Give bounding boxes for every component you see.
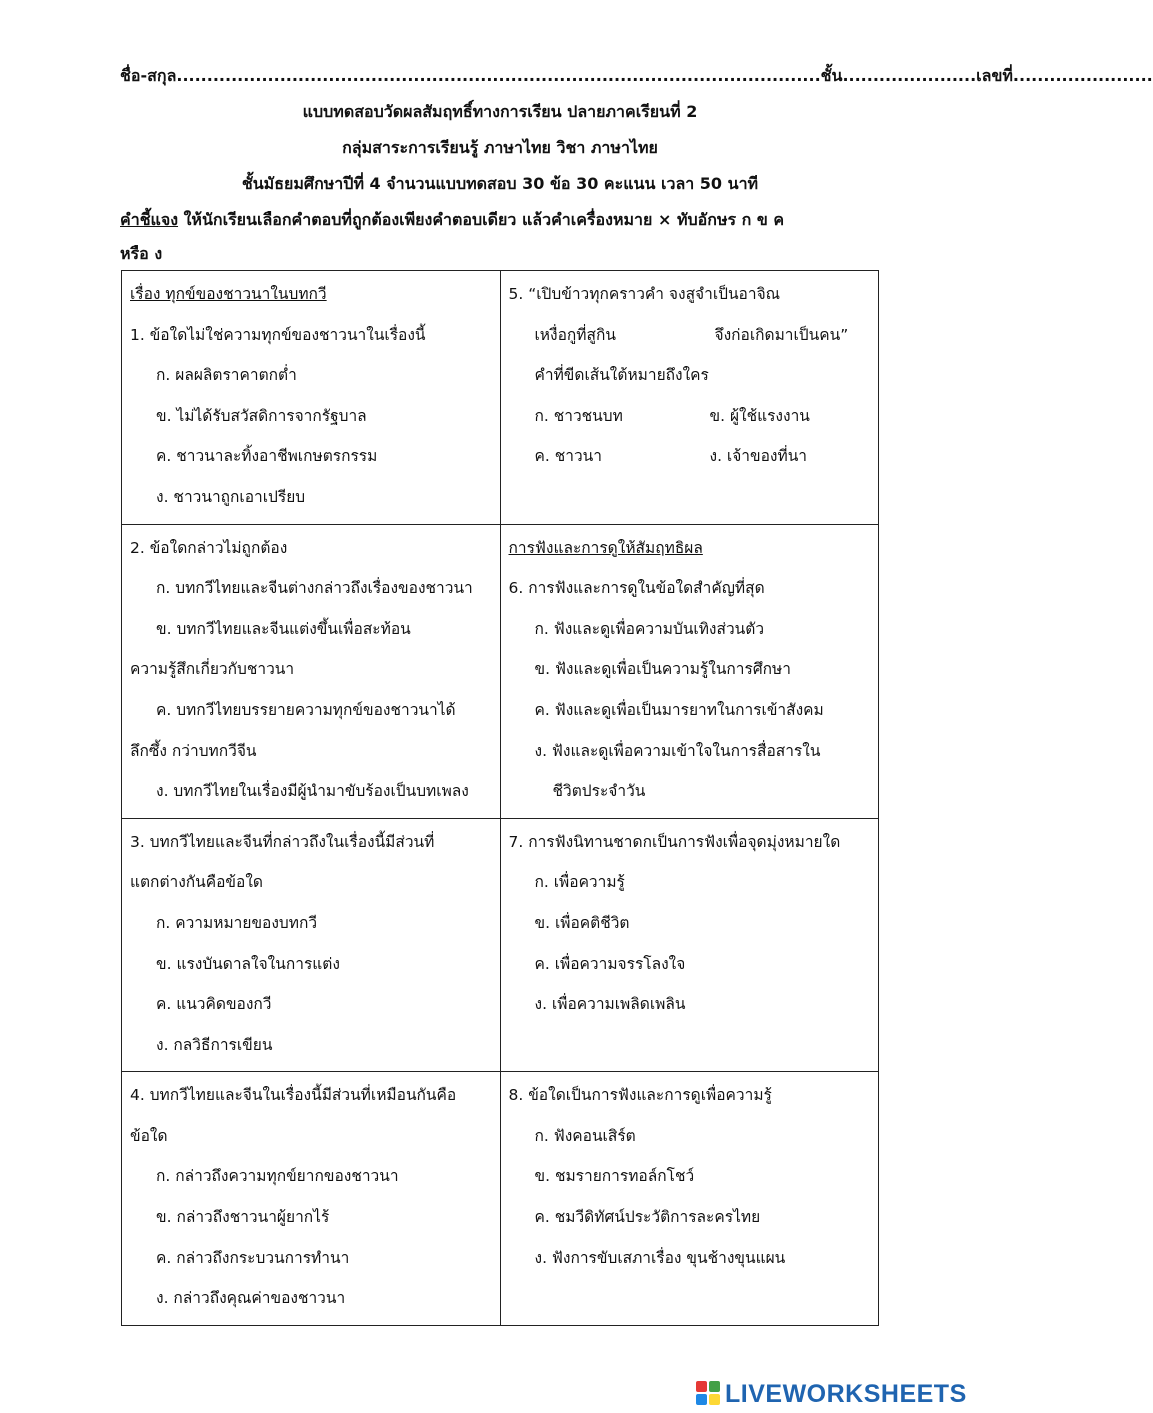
question-cell-8 — [500, 1072, 879, 1326]
choice[interactable]: ง. ฟังการขับเสภาเรื่อง ขุนช้างขุนแผน — [534, 1248, 786, 1267]
question-text-continued: ข้อใด — [130, 1126, 168, 1145]
instructions-text: ให้นักเรียนเลือกคำตอบที่ถูกต้องเพียงคำตอบเดียว แล้วคำเครื่องหมาย × ทับอักษร ก ข ค — [178, 210, 785, 229]
choice[interactable]: ง. เจ้าของที่นา — [709, 447, 807, 466]
choice[interactable]: ข. ฟังและดูเพื่อเป็นความรู้ในการศึกษา — [534, 660, 791, 679]
question-text: คำที่ขีดเส้นใต้หมายถึงใคร — [534, 366, 709, 385]
question-cell-5 — [500, 271, 879, 525]
choice[interactable]: ค. ชาวนาละทิ้งอาชีพเกษตรกรรม — [156, 447, 378, 466]
choice[interactable]: ข. ชมรายการทอล์กโชว์ — [534, 1167, 695, 1186]
table-row — [122, 818, 879, 1072]
question-cell-1 — [122, 271, 501, 525]
choice[interactable]: ง. ชาวนาถูกเอาเปรียบ — [156, 487, 306, 506]
choice[interactable]: ค. เพื่อความจรรโลงใจ — [534, 954, 686, 973]
choice[interactable]: ค. แนวคิดของกวี — [156, 995, 272, 1014]
choice-row — [509, 396, 871, 437]
choice[interactable]: ข. เพื่อคติชีวิต — [534, 913, 630, 932]
choice[interactable]: ค. ชาวนา — [534, 447, 602, 466]
choice[interactable]: ง. ฟังและดูเพื่อความเข้าใจในการสื่อสารใน — [534, 741, 821, 760]
liveworksheets-logo — [696, 1378, 967, 1410]
question-cell-7 — [500, 818, 879, 1072]
question-text: 3. บทกวีไทยและจีนที่กล่าวถึงในเรื่องนี้มีส่วนที่ — [130, 832, 435, 851]
choice-row — [509, 436, 871, 477]
poem-part: จึงก่อเกิดมาเป็นคน” — [714, 325, 849, 344]
logo-text: LIVEWORKSHEETS — [725, 1379, 967, 1408]
choice[interactable]: ค. บทกวีไทยบรรยายความทุกข์ของชาวนาได้ — [156, 700, 456, 719]
choice[interactable]: ง. กล่าวถึงคุณค่าของชาวนา — [156, 1289, 346, 1308]
choice-continued: ความรู้สึกเกี่ยวกับชาวนา — [130, 660, 295, 679]
topic-heading: การฟังและการดูให้สัมฤทธิผล — [508, 538, 703, 557]
choice[interactable]: ก. กล่าวถึงความทุกข์ยากของชาวนา — [156, 1167, 399, 1186]
choice[interactable]: ง. เพื่อความเพลิดเพลิน — [534, 995, 686, 1014]
choice[interactable]: ค. กล่าวถึงกระบวนการทำนา — [156, 1248, 350, 1267]
table-row — [122, 271, 879, 525]
choice[interactable]: ก. ชาวชนบท — [534, 406, 623, 425]
name-class-number-line: ชื่อ-สกุล..........................................................................................................ชั้น......................เลขที่....................... — [120, 66, 1153, 85]
poem-line — [509, 315, 871, 356]
poem-part: เหงื่อกูที่สูกิน — [534, 325, 616, 344]
instructions — [120, 208, 880, 233]
subject-group-line: กลุ่มสาระการเรียนรู้ ภาษาไทย วิชา ภาษาไทย — [342, 138, 658, 157]
question-cell-4 — [122, 1072, 501, 1326]
choice[interactable]: ก. ผลผลิตราคาตกต่ำ — [156, 366, 297, 385]
logo-tiles-icon — [696, 1381, 722, 1407]
choice[interactable]: ง. บทกวีไทยในเรื่องมีผู้นำมาขับร้องเป็นบทเพลง — [156, 782, 469, 801]
choice[interactable]: ก. ฟังคอนเสิร์ต — [534, 1126, 636, 1145]
question-text: 6. การฟังและการดูในข้อใดสำคัญที่สุด — [508, 579, 765, 598]
choice[interactable]: ข. ไม่ได้รับสวัสดิการจากรัฐบาล — [156, 406, 367, 425]
exam-title: แบบทดสอบวัดผลสัมฤทธิ์ทางการเรียน ปลายภาคเรียนที่ 2 — [302, 102, 698, 121]
question-table — [121, 270, 879, 1326]
question-cell-2 — [122, 524, 501, 818]
choice[interactable]: ก. เพื่อความรู้ — [534, 873, 625, 892]
question-text: 1. ข้อใดไม่ใช่ความทุกข์ของชาวนาในเรื่องนี้ — [130, 325, 426, 344]
choice[interactable]: ก. ฟังและดูเพื่อความบันเทิงส่วนตัว — [534, 619, 765, 638]
question-text: 2. ข้อใดกล่าวไม่ถูกต้อง — [130, 538, 288, 557]
choice[interactable]: ข. กล่าวถึงชาวนาผู้ยากไร้ — [156, 1208, 330, 1227]
question-text: 4. บทกวีไทยและจีนในเรื่องนี้มีส่วนที่เหมือนกันคือ — [130, 1086, 457, 1105]
instructions-continued: หรือ ง — [120, 244, 163, 263]
choice[interactable]: ข. บทกวีไทยและจีนแต่งขึ้นเพื่อสะท้อน — [156, 619, 411, 638]
choice-continued: ลึกซึ้ง กว่าบทกวีจีน — [130, 741, 257, 760]
question-text: 5. “เปิบข้าวทุกคราวคำ จงสูจำเป็นอาจิณ — [508, 285, 781, 303]
question-cell-3 — [122, 818, 501, 1072]
question-text: 7. การฟังนิทานชาดกเป็นการฟังเพื่อจุดมุ่งหมายใด — [508, 832, 841, 851]
choice[interactable]: ค. ชมวีดิทัศน์ประวัติการละครไทย — [534, 1208, 761, 1227]
table-row — [122, 524, 879, 818]
question-text-continued: แตกต่างกันคือข้อใด — [130, 873, 263, 892]
choice[interactable]: ก. ความหมายของบทกวี — [156, 913, 318, 932]
table-row — [122, 1072, 879, 1326]
choice[interactable]: ง. กลวิธีการเขียน — [156, 1035, 273, 1054]
topic-heading: เรื่อง ทุกข์ของชาวนาในบทกวี — [130, 285, 327, 303]
choice[interactable]: ค. ฟังและดูเพื่อเป็นมารยาทในการเข้าสังคม — [534, 700, 824, 719]
question-text: 8. ข้อใดเป็นการฟังและการดูเพื่อความรู้ — [508, 1086, 772, 1105]
choice[interactable]: ก. บทกวีไทยและจีนต่างกล่าวถึงเรื่องของชาวนา — [156, 579, 473, 598]
choice[interactable]: ข. ผู้ใช้แรงงาน — [709, 406, 810, 425]
choice[interactable]: ข. แรงบันดาลใจในการแต่ง — [156, 954, 340, 973]
grade-info-line: ชั้นมัธยมศึกษาปีที่ 4 จำนวนแบบทดสอบ 30 ข้อ 30 คะแนน เวลา 50 นาที — [241, 174, 759, 193]
instructions-label: คำชี้แจง — [120, 210, 179, 229]
choice-continued: ชีวิตประจำวัน — [552, 782, 646, 801]
question-cell-6 — [500, 524, 879, 818]
